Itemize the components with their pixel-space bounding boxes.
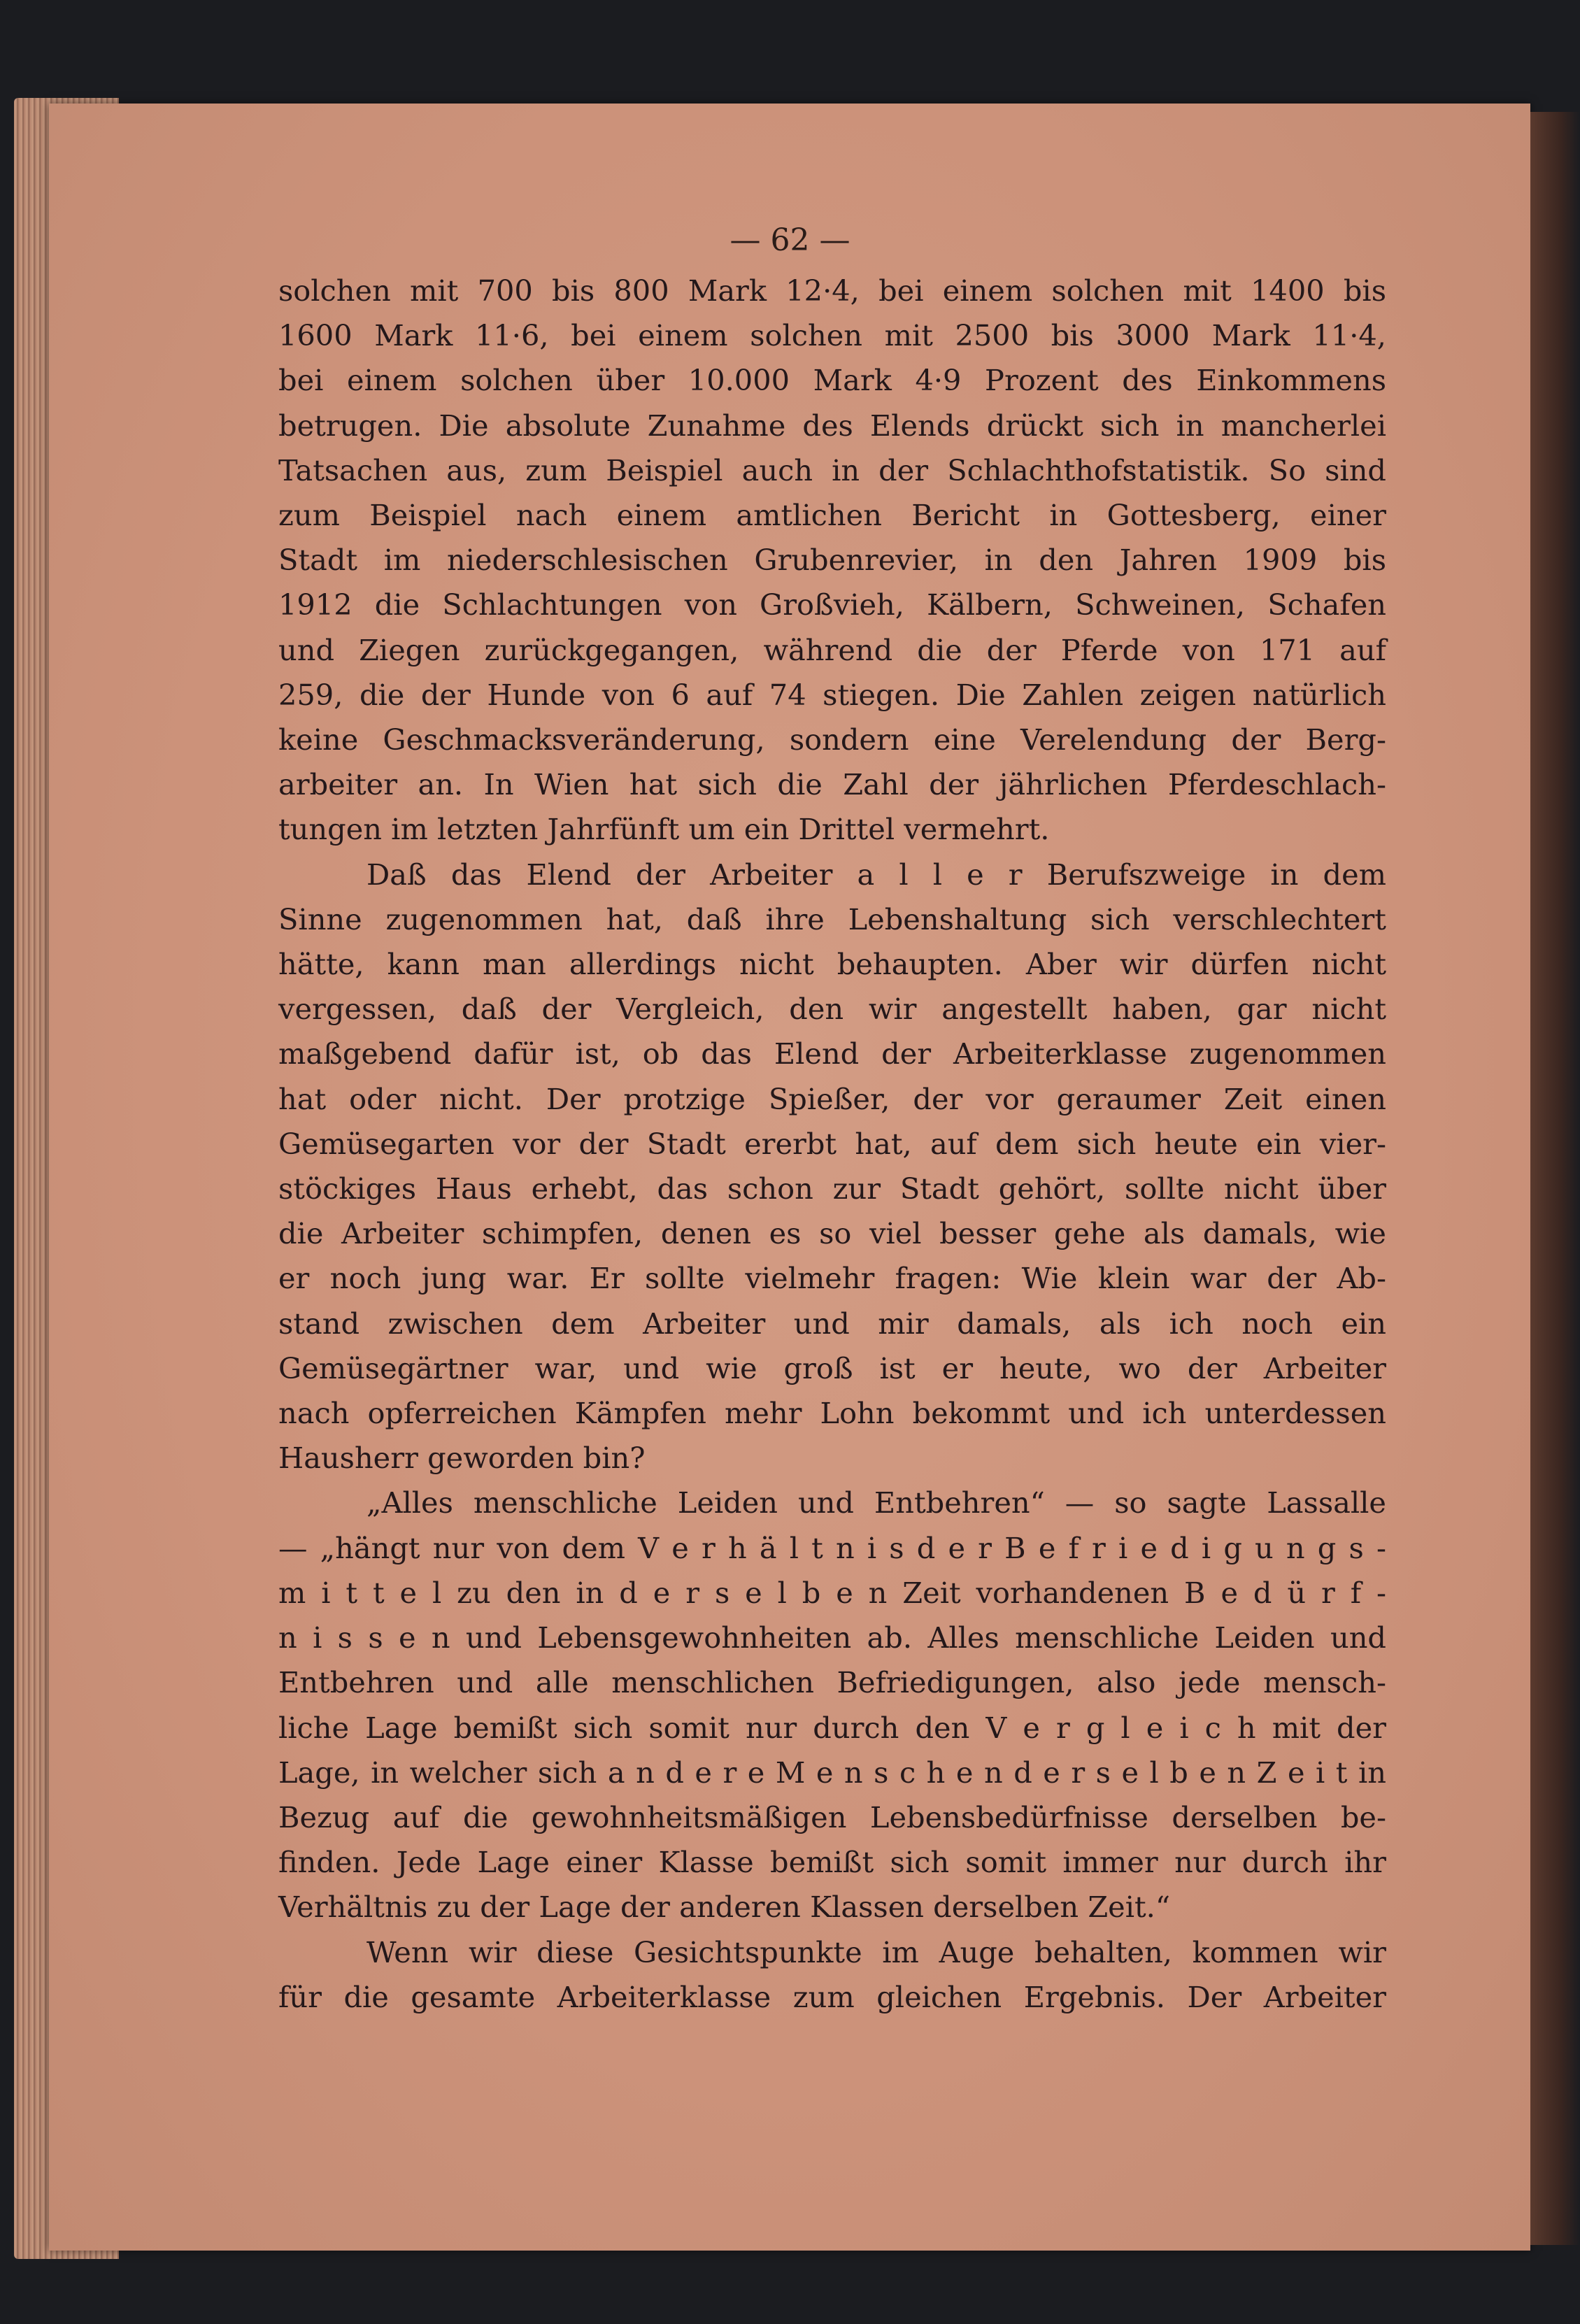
text-line: er noch jung war. Er sollte vielmehr fragen: Wie klein war der Ab-	[278, 1261, 1386, 1296]
text-line: Stadt im niederschlesischen Grubenrevier, in den Jahren 1909 bis	[278, 543, 1386, 578]
text-line: liche Lage bemißt sich somit nur durch den V e r g l e i c h mit der	[278, 1710, 1386, 1745]
text-line: stöckiges Haus erhebt, das schon zur Stadt gehört, sollte nicht über	[278, 1171, 1386, 1206]
text-line: hätte, kann man allerdings nicht behaupten. Aber wir dürfen nicht	[278, 947, 1386, 982]
text-line: vergessen, daß der Vergleich, den wir angestellt haben, gar nicht	[278, 992, 1386, 1027]
text-line: 1912 die Schlachtungen von Großvieh, Kälbern, Schweinen, Schafen	[278, 587, 1386, 622]
text-line: Daß das Elend der Arbeiter a l l e r Berufszweige in dem	[366, 857, 1386, 892]
page-number: — 62 —	[729, 222, 851, 258]
text-line: Hausherr geworden bin?	[278, 1441, 646, 1476]
text-line: nach opferreichen Kämpfen mehr Lohn bekommt und ich unterdessen	[278, 1396, 1386, 1431]
text-line: Sinne zugenommen hat, daß ihre Lebenshaltung sich verschlechtert	[278, 901, 1386, 936]
text-line: Lage, in welcher sich a n d e r e M e n s c h e n d e r s e l b e n Z e i t in	[278, 1755, 1386, 1790]
text-line: maßgebend dafür ist, ob das Elend der Arbeiterklasse zugenommen	[278, 1036, 1386, 1071]
text-line: Wenn wir diese Gesichtspunkte im Auge behalten, kommen wir	[366, 1934, 1386, 1969]
text-line: hat oder nicht. Der protzige Spießer, der vor geraumer Zeit einen	[278, 1081, 1386, 1116]
text-line: m i t t e l zu den in d e r s e l b e n Zeit vorhandenen B e d ü r f -	[278, 1575, 1386, 1610]
book-spine	[1530, 112, 1580, 2245]
text-line: — „hängt nur von dem V e r h ä l t n i s d e r B e f r i e d i g u n g s -	[278, 1530, 1386, 1565]
text-line: Verhältnis zu der Lage der anderen Klassen derselben Zeit.“	[278, 1890, 1171, 1925]
text-line: Gemüsegärtner war, und wie groß ist er heute, wo der Arbeiter	[278, 1350, 1386, 1385]
text-line: finden. Jede Lage einer Klasse bemißt sich somit immer nur durch ihr	[278, 1845, 1386, 1880]
text-line: bei einem solchen über 10.000 Mark 4·9 Prozent des Einkommens	[278, 363, 1386, 398]
text-line: Bezug auf die gewohnheitsmäßigen Lebensbedürfnisse derselben be-	[278, 1799, 1386, 1834]
text-line: und Ziegen zurückgegangen, während die der Pferde von 171 auf	[278, 632, 1386, 667]
text-line: für die gesamte Arbeiterklasse zum gleichen Ergebnis. Der Arbeiter	[278, 1979, 1386, 2014]
text-line: stand zwischen dem Arbeiter und mir damals, als ich noch ein	[278, 1306, 1386, 1341]
text-line: Gemüsegarten vor der Stadt ererbt hat, auf dem sich heute ein vier-	[278, 1126, 1386, 1161]
text-line: betrugen. Die absolute Zunahme des Elends drückt sich in mancherlei	[278, 408, 1386, 443]
text-line: arbeiter an. In Wien hat sich die Zahl der jährlichen Pferdeschlach-	[278, 767, 1386, 802]
text-line: keine Geschmacksveränderung, sondern eine Verelendung der Berg-	[278, 722, 1386, 757]
text-line: die Arbeiter schimpfen, denen es so viel besser gehe als damals, wie	[278, 1216, 1386, 1251]
text-line: tungen im letzten Jahrfünft um ein Drittel vermehrt.	[278, 812, 1050, 847]
text-line: Entbehren und alle menschlichen Befriedigungen, also jede mensch-	[278, 1665, 1386, 1700]
text-line: solchen mit 700 bis 800 Mark 12·4, bei einem solchen mit 1400 bis	[278, 273, 1386, 308]
text-line: n i s s e n und Lebensgewohnheiten ab. Alles menschliche Leiden und	[278, 1620, 1386, 1655]
text-line: „Alles menschliche Leiden und Entbehren“ — so sagte Lassalle	[366, 1485, 1386, 1520]
text-line: zum Beispiel nach einem amtlichen Bericht in Gottesberg, einer	[278, 498, 1386, 533]
text-line: 259, die der Hunde von 6 auf 74 stiegen. Die Zahlen zeigen natürlich	[278, 677, 1386, 712]
text-line: 1600 Mark 11·6, bei einem solchen mit 2500 bis 3000 Mark 11·4,	[278, 318, 1386, 353]
body-text	[278, 269, 1386, 2020]
text-line: Tatsachen aus, zum Beispiel auch in der Schlachthofstatistik. So sind	[278, 452, 1386, 487]
